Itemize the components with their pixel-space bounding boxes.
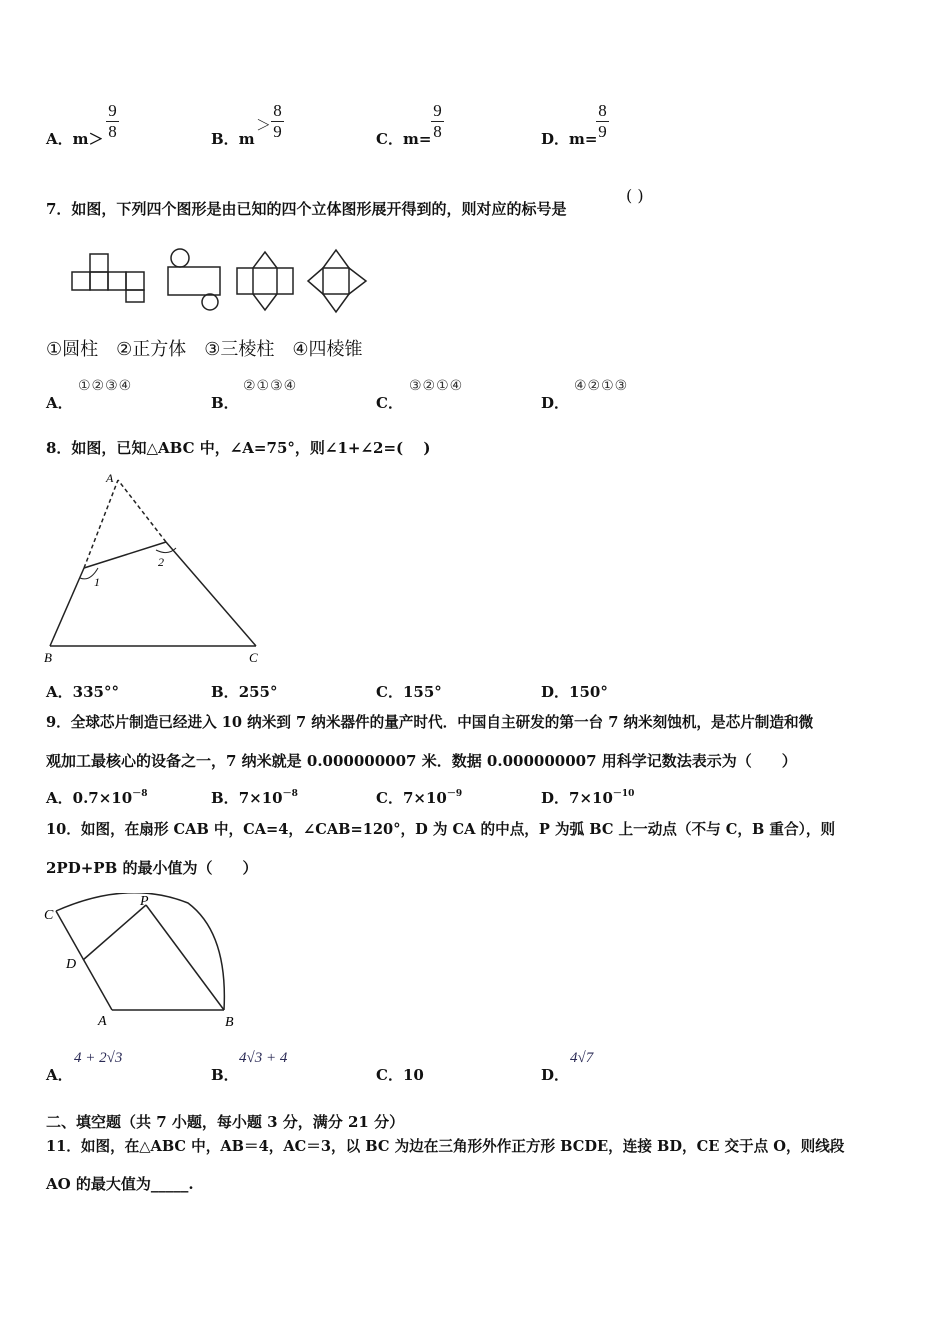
q7-option-c[interactable]: C． (376, 394, 403, 412)
q10-option-b-value: 4√3 + 4 (239, 1050, 288, 1066)
q9-option-a[interactable]: A．$0.7\times 10^{-8}$ (46, 789, 148, 807)
q10-option-d-value: 4√7 (570, 1050, 594, 1066)
point-a-label: A (98, 1014, 107, 1029)
cylinder-net (168, 249, 220, 310)
vertex-b-label: B (44, 650, 52, 665)
cube-net (72, 254, 144, 302)
q10-stem-line2: 2PD+PB 的最小值为（ ） (46, 859, 258, 877)
q7-option-b[interactable]: B． (211, 394, 239, 412)
q9-option-b[interactable]: B．$7\times 10^{-8}$ (211, 789, 298, 807)
point-p-label: P (140, 894, 149, 909)
q11-stem-line2: AO 的最大值为_____. (46, 1175, 194, 1193)
q6-option-a[interactable]: A．m＞ (46, 130, 104, 148)
angle-2-label: 2 (158, 555, 164, 569)
section-2-title: 二、填空题（共 7 小题，每小题 3 分，满分 21 分） (46, 1113, 405, 1131)
q9-stem-line2: 观加工最核心的设备之一，7 纳米就是 0.000000007 米．数据 0.000000007 用科学记数法表示为（ ） (46, 752, 797, 770)
q6-option-b[interactable]: B．m (211, 130, 255, 148)
q10-stem-line1: 10．如图，在扇形 CAB 中，CA=4，∠CAB=120°，D 为 CA 的中点，P 为弧 BC 上一动点（不与 C，B 重合），则 (46, 821, 836, 838)
prism-net (237, 252, 293, 310)
q7-answer-paren: ( ) (626, 186, 644, 205)
pyramid-net (308, 250, 366, 312)
q8-stem: 8．如图，已知△ABC 中，∠A=75°，则∠1+∠2=( ) (46, 439, 431, 457)
vertex-c-label: C (249, 650, 258, 665)
q7-option-d-value: ④②①③ (574, 378, 629, 394)
point-d-label: D (66, 957, 77, 972)
q6-option-d-fraction: 8 9 (596, 102, 609, 141)
q6-option-b-relation: ＞ (256, 116, 272, 134)
q7-option-b-value: ②①③④ (243, 378, 298, 394)
q7-solid-names: ①圆柱 ②正方体 ③三棱柱 ④四棱锥 (46, 339, 363, 360)
q10-option-a[interactable]: A． (46, 1066, 73, 1084)
q8-option-b[interactable]: B．255° (211, 683, 278, 701)
q10-option-a-value: 4 + 2√3 (74, 1050, 123, 1066)
q7-option-c-value: ③②①④ (409, 378, 464, 394)
q7-option-a[interactable]: A． (46, 394, 73, 412)
q6-option-b-fraction: 8 9 (271, 102, 284, 141)
point-c-label: C (44, 908, 54, 923)
q10-option-b[interactable]: B． (211, 1066, 239, 1084)
angle-1-label: 1 (94, 575, 100, 589)
q6-option-a-fraction: 9 8 (106, 102, 119, 141)
q9-option-c[interactable]: C．$7\times 10^{-9}$ (376, 789, 463, 807)
q8-option-a[interactable]: A．335°° (46, 683, 119, 701)
q7-nets-figure (70, 244, 370, 314)
q9-option-d[interactable]: D．$7\times 10^{-10}$ (541, 789, 635, 807)
q9-stem-line1: 9．全球芯片制造已经进入 10 纳米到 7 纳米器件的量产时代．中国自主研发的第一台 7 纳米刻蚀机，是芯片制造和微 (46, 714, 814, 731)
q10-option-c[interactable]: C．10 (376, 1066, 424, 1084)
q10-option-d[interactable]: D． (541, 1066, 570, 1084)
q7-option-a-value: ①②③④ (78, 378, 133, 394)
q7-option-d[interactable]: D． (541, 394, 570, 412)
q11-stem-line1: 11．如图，在△ABC 中，AB＝4，AC＝3，以 BC 为边在三角形外作正方形 BCDE，连接 BD，CE 交于点 O，则线段 (46, 1138, 845, 1155)
q7-stem: 7．如图，下列四个图形是由已知的四个立体图形展开得到的，则对应的标号是 (46, 200, 567, 218)
q6-option-d[interactable]: D．m= (541, 130, 598, 148)
q6-option-c-fraction: 9 8 (431, 102, 444, 141)
vertex-a-label: A (106, 471, 114, 485)
q8-option-d[interactable]: D．150° (541, 683, 608, 701)
q8-triangle-figure (40, 470, 280, 670)
q10-sector-figure (38, 893, 248, 1033)
q6-option-c[interactable]: C．m= (376, 130, 432, 148)
q8-option-c[interactable]: C．155° (376, 683, 442, 701)
point-b-label: B (225, 1015, 234, 1030)
